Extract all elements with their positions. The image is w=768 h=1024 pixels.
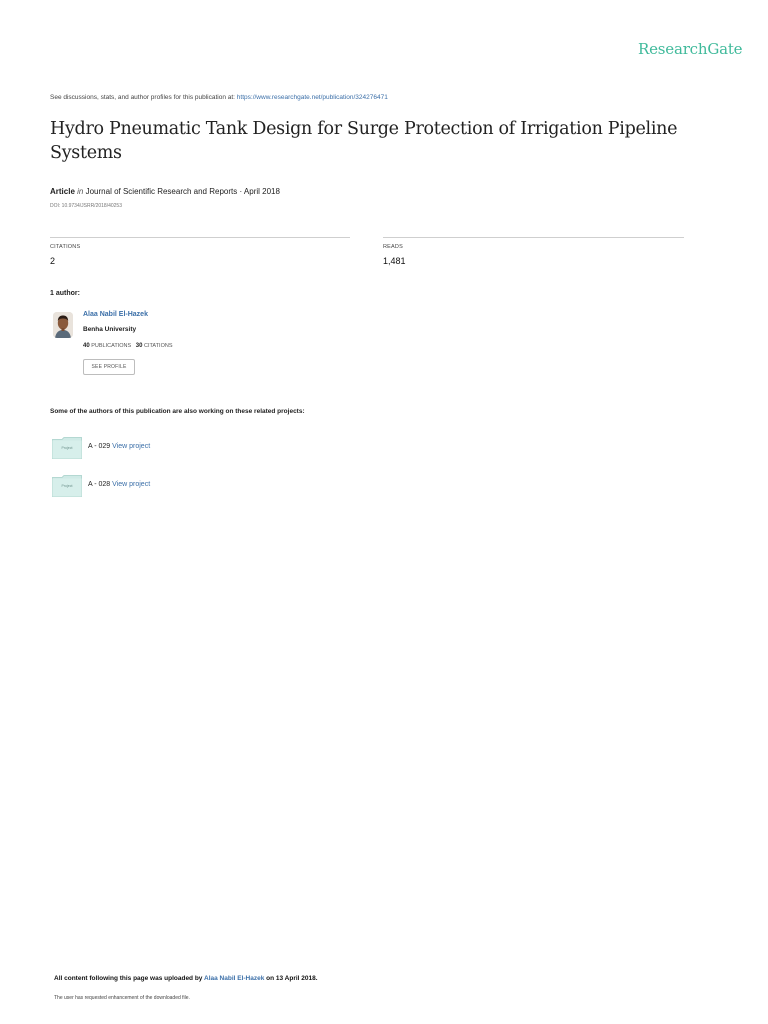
- author-affiliation: Benha University: [83, 326, 137, 333]
- uploader-link[interactable]: Alaa Nabil El-Hazek: [204, 975, 265, 982]
- author-stats: [83, 343, 172, 349]
- citations-value: 2: [50, 256, 56, 266]
- project-item: [88, 443, 150, 450]
- author-avatar[interactable]: [53, 312, 73, 338]
- publication-date: · April 2018: [237, 187, 280, 196]
- author-publications-label: PUBLICATIONS: [89, 343, 132, 349]
- project-folder-icon[interactable]: [52, 437, 82, 459]
- author-citations-count: 30: [135, 343, 143, 349]
- view-project-link[interactable]: View project: [112, 481, 151, 488]
- discussion-note: [50, 94, 388, 101]
- in-word: in: [77, 187, 84, 196]
- enhancement-note: The user has requested enhancement of the downloaded file.: [54, 995, 190, 1001]
- publication-url-link[interactable]: https://www.researchgate.net/publication/324276471: [236, 94, 388, 101]
- project-folder-icon[interactable]: [52, 475, 82, 497]
- publication-type: Article: [50, 187, 75, 196]
- reads-divider: [383, 237, 684, 238]
- reads-label: READS: [383, 244, 403, 250]
- publication-doi: DOI: 10.9734/JSRR/2018/40253: [50, 203, 122, 209]
- publication-title: Hydro Pneumatic Tank Design for Surge Protection of Irrigation Pipeline Systems: [50, 119, 678, 163]
- citations-divider: [50, 237, 350, 238]
- upload-note: [54, 975, 318, 982]
- citations-label: CITATIONS: [50, 244, 81, 250]
- author-count: 1 author:: [50, 290, 80, 297]
- see-profile-button[interactable]: SEE PROFILE: [83, 359, 135, 375]
- upload-prefix: All content following this page was uploaded by: [54, 975, 204, 982]
- discussion-text: See discussions, stats, and author profiles for this publication at:: [50, 94, 237, 101]
- reads-value: 1,481: [383, 256, 406, 266]
- view-project-link[interactable]: View project: [112, 443, 151, 450]
- upload-suffix: on 13 April 2018.: [264, 975, 318, 982]
- author-citations-label: CITATIONS: [142, 343, 173, 349]
- project-item: [88, 481, 150, 488]
- related-projects-heading: Some of the authors of this publication are also working on these related projects:: [50, 408, 305, 415]
- project-icon-label: Project: [61, 484, 73, 488]
- project-icon-label: Project: [61, 446, 73, 450]
- person-photo-icon: [53, 312, 73, 338]
- project-name: A - 028: [88, 481, 113, 488]
- project-name: A - 029: [88, 443, 113, 450]
- researchgate-logo[interactable]: ResearchGate: [638, 40, 743, 58]
- journal-name[interactable]: Journal of Scientific Research and Reports: [85, 187, 238, 196]
- author-name-link[interactable]: Alaa Nabil El-Hazek: [83, 311, 148, 318]
- publication-meta: [50, 187, 280, 196]
- author-publications-count: 40: [83, 343, 90, 349]
